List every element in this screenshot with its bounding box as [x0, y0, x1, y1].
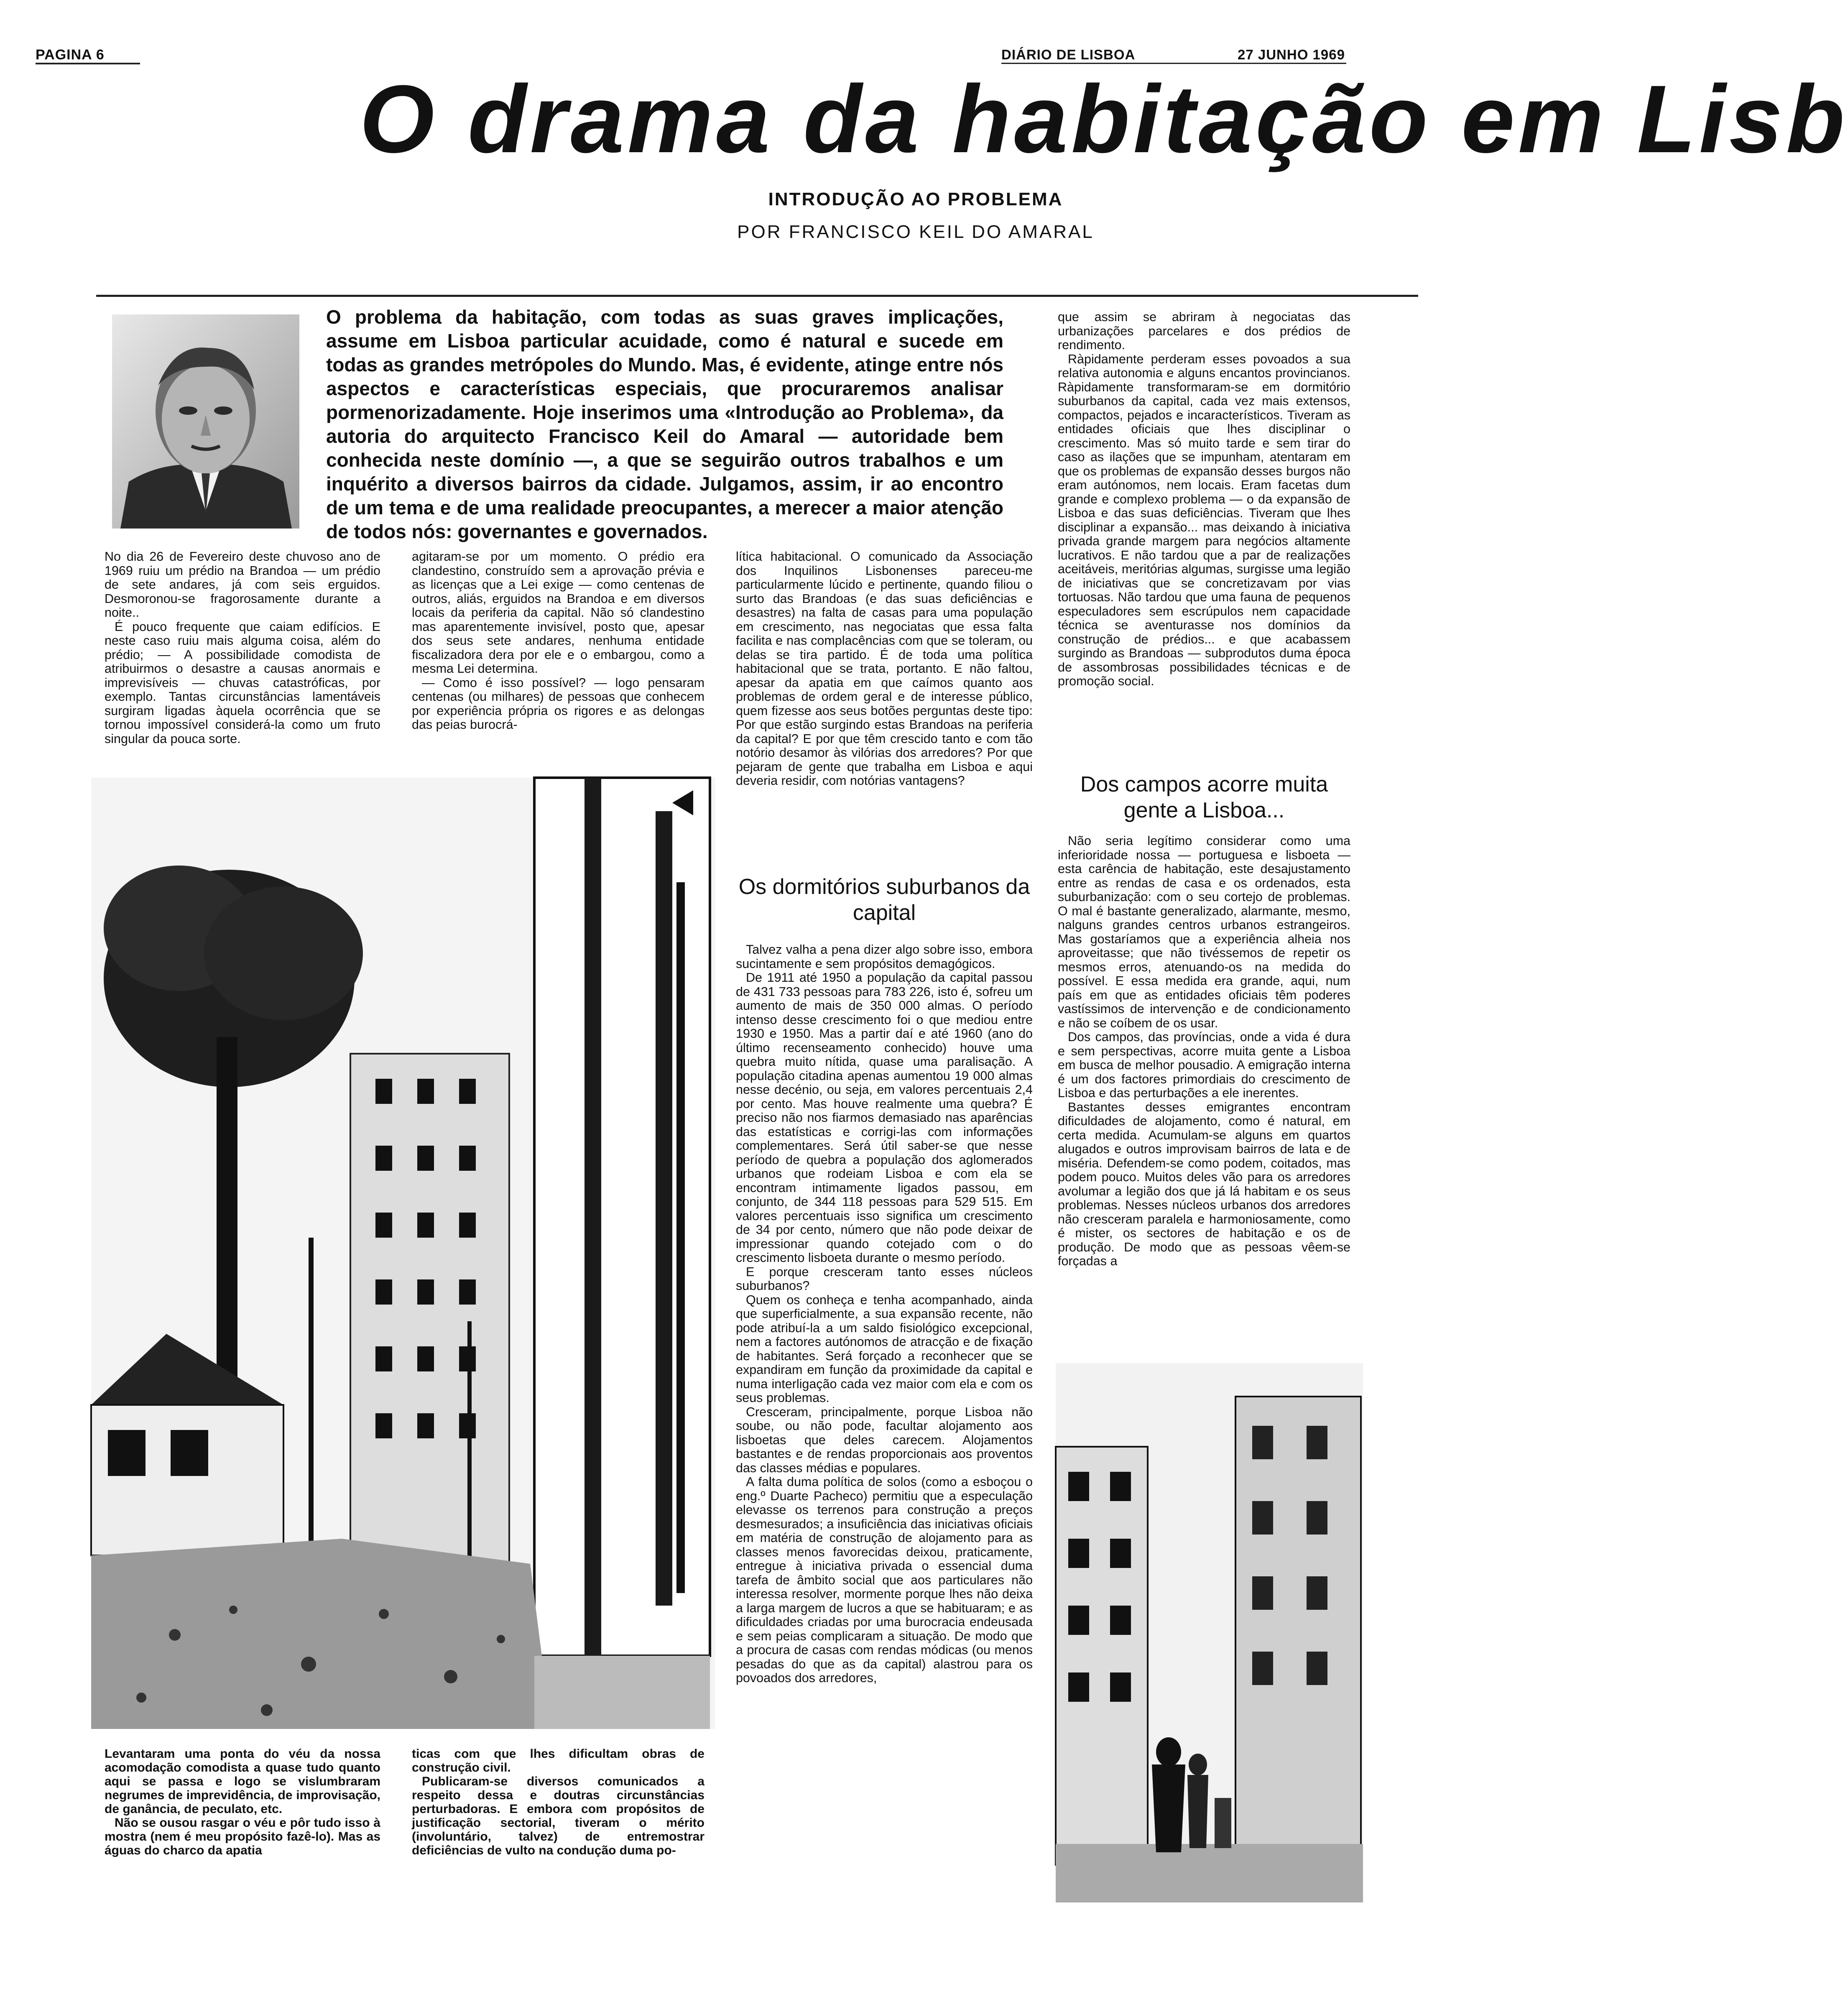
header-rule	[1001, 63, 1346, 64]
paragraph: Não seria legítimo considerar como uma inferioridade nossa — portuguesa e lisboeta — esta carência de habitação, este desajustamento entre as rendas de casa e os ordenados, esta suburbanização: com o seu cortejo de problemas. O mal é bastante generalizado, alarmante, mesmo, nalguns grandes centros urbanos estrangeiros. Mas gostaríamos que a experiência alheia nos aproveitasse; que não tivéssemos de repetir os mesmos erros, atenuando-os na medida do possível. E essa medida era grande, aqui, num país em que as entidades oficiais têm poderes vastíssimos de intervenção e de condicionamento e não se coíbem de os usar.	[1058, 834, 1350, 1030]
paragraph: Bastantes desses emigrantes encontram dificuldades de alojamento, como é natural, em certa medida. Acumulam-se alguns em quartos alugados e outros improvisam bairros de lata e de miséria. Defendem-se como podem, coitados, mas podem pouco. Muitos deles vão para os arredores avolumar a legião dos que já lá habitam e os seus problemas. Nesses núcleos urbanos dos arredores não cresceram paralela e harmoniosamente, como é mister, os sectores de habitação e os de produção. De modo que as pessoas vêem-se forçadas a	[1058, 1100, 1350, 1268]
headline: O drama da habitação em Lisb	[360, 65, 1848, 173]
paragraph: Talvez valha a pena dizer algo sobre isso, embora sucintamente e sem propósitos demagógicos.	[736, 942, 1033, 971]
body-column-2	[412, 550, 704, 759]
paragraph: ticas com que lhes dificultam obras de construção civil.	[412, 1747, 704, 1775]
photo-caption-2	[412, 1747, 704, 1906]
page-number-underline	[36, 63, 140, 64]
kicker: INTRODUÇÃO AO PROBLEMA	[768, 189, 1063, 209]
subheading-dormitorios: Os dormitórios suburbanos da capital	[738, 875, 1030, 925]
paragraph: — Como é isso possível? — logo pensaram centenas (ou milhares) de pessoas que conhecem por experiência própria os rigores e as delongas das peias burocrá-	[412, 675, 704, 732]
paragraph: É pouco frequente que caiam edifícios. E neste caso ruiu mais alguma coisa, além do prédio; — A possibilidade comodista de atribuirmos o desastre a causas anormais e imprevisíveis — chuvas catastróficas, por exemplo. Tantas circunstâncias lamentáveis surgiram ligadas àquela ocorrência que se tornou impossível considerá-la como um fruto singular da pouca sorte.	[105, 619, 380, 746]
byline: POR FRANCISCO KEIL DO AMARAL	[737, 222, 1094, 242]
paragraph: que assim se abriram à negociatas das urbanizações parcelares e dos prédios de rendimento.	[1058, 310, 1350, 352]
section-rule	[96, 295, 1418, 297]
author-photo	[112, 314, 299, 529]
newspaper-name: DIÁRIO DE LISBOA	[1001, 47, 1136, 62]
paragraph: lítica habitacional. O comunicado da Associação dos Inquilinos Lisbonenses pareceu-me particularmente lúcido e pertinente, quando filiou o surto das Brandoas (e das suas deficiências e desastres) na falta de casas para uma população em crescimento, nas negociatas que essa falta facilita e nas complacências com que se toleram, ou delas se tira partido. É de toda uma política habitacional que se trata, portanto. E não faltou, apesar da apatia em que caímos quanto aos problemas de ordem geral e de interesse público, quem fizesse aos seus botões perguntas deste tipo: Por que estão surgindo estas Brandoas na periferia da capital? E por que têm crescido tanto e com tão notório desamor às vilórias dos arredores? Por que pejaram de gente que trabalha em Lisboa e aqui deveria residir, com notórias vantagens?	[736, 549, 1033, 788]
issue-date: 27 JUNHO 1969	[1238, 47, 1345, 62]
body-column-4-top	[1058, 310, 1350, 762]
body-column-4-bottom	[1058, 834, 1350, 1348]
paragraph: E porque cresceram tanto esses núcleos suburbanos?	[736, 1264, 1033, 1293]
paragraph: A falta duma política de solos (como a esboçou o eng.º Duarte Pacheco) permitiu que a especulação elevasse os terrenos para construção a preços desmesurados; a insuficiência das iniciativas oficiais em matéria de construção de alojamento para as classes menos favorecidas deixou, praticamente, entregue à iniciativa privada o essencial duma tarefa de âmbito social que aos particulares não interessa resolver, mormente porque lhes não deixa a larga margem de lucros a que se habituaram; e as dificuldades criadas por uma burocracia endeusada e sem peias complicaram a situação. De modo que a procura de casas com rendas módicas (ou menos pesadas do que as da capital) alastrou para os povoados dos arredores,	[736, 1475, 1033, 1685]
paragraph: Quem os conheça e tenha acompanhado, ainda que superficialmente, a sua expansão recente, não pode atribuí-la a um saldo fisiológico excepcional, nem a factores autónomos de atracção e de fixação de habitantes. Será forçado a reconhecer que se expandiram em função da proximidade da capital e numa interligação cada vez maior com ela e com os seus problemas.	[736, 1292, 1033, 1405]
paragraph: No dia 26 de Fevereiro deste chuvoso ano de 1969 ruiu um prédio na Brandoa — um prédio de sete andares, já com seis erguidos. Desmoronou-se fragorosamente durante a noite..	[105, 549, 380, 620]
photo-caption-1	[105, 1747, 380, 1906]
paragraph: Levantaram uma ponta do véu da nossa acomodação comodista a quase tudo quanto aqui se passa e logo se vislumbraram negrumes de imprevidência, de improvisação, de ganância, de peculato, etc.	[105, 1747, 380, 1816]
body-column-3-top	[736, 550, 1033, 859]
paragraph: Dos campos, das províncias, onde a vida é dura e sem perspectivas, acorre muita gente a Lisboa em busca de melhor pousadio. A emigração interna é um dos factores primordiais do crescimento de Lisboa e das perturbações a ele inerentes.	[1058, 1030, 1350, 1100]
paragraph: Ràpidamente perderam esses povoados a sua relativa autonomia e alguns encantos provincianos. Ràpidamente transformaram-se em dormitório suburbanos da capital, cada vez mais extensos, compactos, pejados e incaracterísticos. Tiveram as entidades oficiais que lhes disciplinar o crescimento. Mas só muito tarde e sem tirar do caso as ilações que se impunham, atentaram em que os problemas de expansão desses burgos não eram autónomos, nem locais. Eram facetas dum grande e complexo problema — o da expansão de Lisboa e das suas deficiências. Tiveram que lhes disciplinar a expansão... mas deixando à iniciativa privada grande margem para negócios altamente lucrativos. E não tardou que a par de realizações aceitáveis, meritórias algumas, surgisse uma legião de iniciativas que se concretizavam por vias tortuosas. Não tardou que uma fauna de pequenos especuladores sem escrúpulos nem capacidade técnica se aventurasse nos domínios da construção de prédios... e que acabassem surgindo as Brandoas — subprodutos duma época de assombrosas possibilidades técnicas e de promoção social.	[1058, 352, 1350, 688]
paragraph: De 1911 até 1950 a população da capital passou de 431 733 pessoas para 783 226, isto é, sofreu um aumento de mais de 350 000 almas. O período intenso desse crescimento foi o que mediou entre 1930 e 1950. Mas a partir daí e até 1960 (ano do último recenseamento conhecido) houve uma quebra muito nítida, quase uma paralisação. A população citadina apenas aumentou 19 000 almas nesse decénio, ou seja, em valores percentuais 2,4 por cento. Mas houve realmente uma quebra? É preciso não nos fiarmos demasiado nas aparências das estatísticas e corrigi-las com informações complementares. Será útil saber-se que nesse período de quebra a população dos aglomerados urbanos que rodeiam Lisboa e com ela se encontram intimamente ligados passou, em conjunto, de 344 118 pessoas para 529 515. Em valores percentuais isso significa um crescimento de 34 por cento, número que não pode deixar de impressionar quando cotejado com o do crescimento lisboeta durante o mesmo período.	[736, 970, 1033, 1265]
paragraph: Cresceram, principalmente, porque Lisboa não soube, ou não pode, facultar alojamento aos lisboetas que deles carecem. Alojamentos bastantes e de rendas proporcionais aos proventos das classes médias e populares.	[736, 1404, 1033, 1475]
street-photo-small	[1056, 1363, 1363, 1902]
page-number: PAGINA 6	[36, 47, 105, 63]
street-photo	[91, 778, 715, 1729]
body-column-1	[105, 550, 380, 759]
subheading-dos-campos: Dos campos acorre muita gente a Lisboa...	[1080, 772, 1328, 822]
paragraph: agitaram-se por um momento. O prédio era clandestino, construído sem a aprovação prévia e as licenças que a Lei exige — como centenas de outros, aliás, erguidos na Brandoa e em diversos locais da periferia da capital. Não só clandestino mas aparentemente invisível, posto que, apesar dos seus sete andares, nenhuma entidade fiscalizadora dera por ele e o embargou, como a mesma Lei determina.	[412, 549, 704, 676]
paragraph: Publicaram-se diversos comunicados a respeito dessa e doutras circunstâncias perturbadoras. E embora com propósitos de justificação sectorial, tiveram o mérito (involuntário, talvez) de entremostrar deficiências de vulto na condução duma po-	[412, 1775, 704, 1857]
lead-paragraph: O problema da habitação, com todas as suas graves implicações, assume em Lisboa particular acuidade, como é natural e sucede em todas as grandes metrópoles do Mundo. Mas, é evidente, atinge entre nós aspectos e características especiais, que procuraremos analisar pormenorizadamente. Hoje inserimos uma «Introdução ao Problema», da autoria do arquitecto Francisco Keil do Amaral — autoridade bem conhecida neste domínio —, a que se seguirão outros trabalhos e um inquérito a diversos bairros da cidade. Julgamos, assim, ir ao encontro de um tema e de uma realidade preocupantes, a merecer a maior atenção de todos nós: governantes e governados.	[326, 306, 1003, 542]
body-column-3-bottom	[736, 943, 1033, 1900]
paragraph: Não se ousou rasgar o véu e pôr tudo isso à mostra (nem é meu propósito fazê-lo). Mas as águas do charco da apatia	[105, 1816, 380, 1857]
